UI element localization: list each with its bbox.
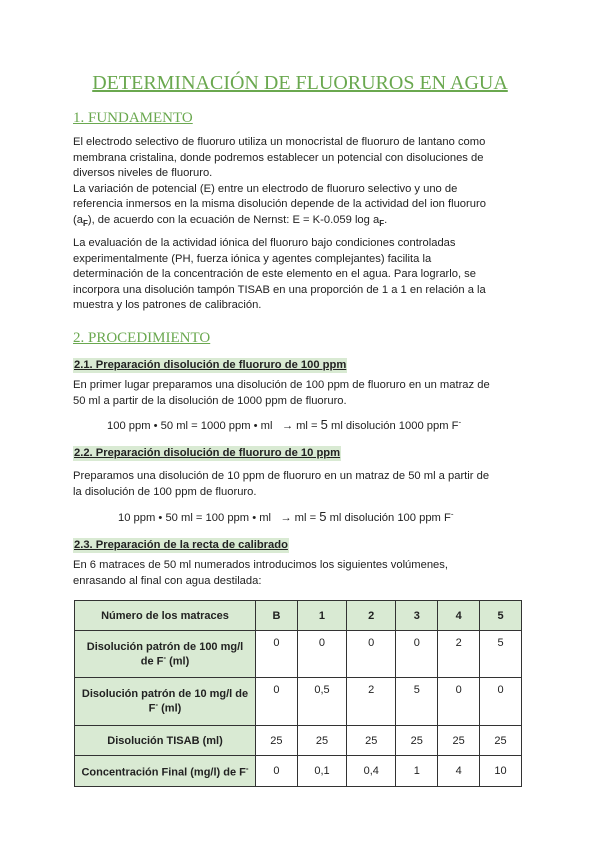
text-line: membrana cristalina, donde podremos establecer un potencial con disoluciones de: [73, 151, 484, 164]
text-line: la disolución de 100 ppm de fluoruro.: [73, 485, 257, 498]
table-row-label: Concentración Final (mg/l) de F-: [75, 756, 256, 787]
table-cell: 2: [347, 678, 396, 726]
table-header-cell: 4: [438, 601, 480, 631]
text-line: determinación de la concentración de este elemento en el agua. Para lograrlo, se: [73, 268, 477, 280]
table-cell: 25: [438, 726, 480, 756]
table-row: [75, 678, 522, 726]
table-cell: 25: [396, 726, 438, 756]
text-line: La variación de potencial (E) entre un electrodo de fluoruro selectivo y uno de: [73, 182, 458, 195]
table-cell: 10: [480, 756, 522, 787]
table-cell: 0: [396, 631, 438, 678]
table-header-cell: 3: [396, 601, 438, 631]
text-line: En primer lugar preparamos una disolución de 100 ppm de fluoruro en un matraz de: [73, 379, 490, 391]
table-row: [75, 756, 522, 787]
paragraph-2-2: [73, 469, 528, 500]
table-row: [75, 726, 522, 756]
subsection-heading-2-2: 2.2. Preparación disolución de fluoruro de 10 ppm: [74, 447, 341, 459]
formula-2-1: 100 ppm • 50 ml = 1000 ppm • ml → ml = 5 ml disolución 1000 ppm F-: [107, 417, 462, 432]
text-line: Preparamos una disolución de 10 ppm de fluoruro en un matraz de 50 ml a partir de: [73, 470, 490, 482]
table-cell: 0,5: [297, 678, 346, 726]
table-cell: 4: [438, 756, 480, 787]
text-line: referencia inmersos en la misma disolución depende de la actividad del ion fluoruro: [73, 198, 486, 210]
text-line: experimentalmente (PH, fuerza iónica y agentes complejantes) facilita la: [73, 252, 432, 265]
table-cell: 25: [256, 726, 298, 756]
table-cell: 0: [256, 756, 298, 787]
table-cell: 0: [256, 678, 298, 726]
subsection-heading-2-3: 2.3. Preparación de la recta de calibrado: [74, 539, 288, 551]
text-line: La evaluación de la actividad iónica del fluoruro bajo condiciones controladas: [73, 237, 456, 249]
paragraph-2-3: [73, 558, 528, 589]
text-line: diversos niveles de fluoruro.: [73, 167, 213, 179]
table-row-label: Disolución patrón de 100 mg/l de F- (ml): [75, 631, 256, 678]
table-row-label: Disolución patrón de 10 mg/l de F- (ml): [75, 678, 256, 726]
table-header-label: Número de los matraces: [75, 601, 256, 631]
table-cell: 5: [480, 631, 522, 678]
table-header-cell: 1: [297, 601, 346, 631]
text-line: 50 ml a partir de la disolución de 1000 ppm de fluoruro.: [73, 394, 347, 407]
table-cell: 25: [297, 726, 346, 756]
table-cell: 0,4: [347, 756, 396, 787]
table-header-cell: 2: [347, 601, 396, 631]
table-header-row: [75, 601, 522, 631]
table-header-cell: B: [256, 601, 298, 631]
text-line: enrasando al final con agua destilada:: [73, 574, 262, 587]
table-cell: 0: [347, 631, 396, 678]
paragraph-fundamento-1: [73, 135, 528, 231]
paragraph-fundamento-2: [73, 236, 528, 314]
paragraph-2-1: [73, 378, 528, 409]
table-cell: 1: [396, 756, 438, 787]
table-cell: 0: [480, 678, 522, 726]
table-cell: 0: [256, 631, 298, 678]
section-heading-fundamento: 1. FUNDAMENTO: [73, 110, 193, 126]
table-cell: 0: [297, 631, 346, 678]
subsection-heading-2-1: 2.1. Preparación disolución de fluoruro de 100 ppm: [74, 359, 347, 371]
calibration-table: [74, 600, 522, 787]
table-cell: 0: [438, 678, 480, 726]
text-line: muestra y los patrones de calibración.: [73, 299, 262, 311]
table-cell: 25: [480, 726, 522, 756]
document-title: DETERMINACIÓN DE FLUORUROS EN AGUA: [92, 72, 508, 94]
table-row-label: Disolución TISAB (ml): [75, 726, 256, 756]
text-line: En 6 matraces de 50 ml numerados introducimos los siguientes volúmenes,: [73, 559, 448, 571]
text-line: incorpora una disolución tampón TISAB en una proporción de 1 a 1 en relación a la: [73, 283, 486, 296]
table-cell: 5: [396, 678, 438, 726]
text-line: $(a_F)$, de acuerdo con la ecuación de Nernst: E = K-0.059 $\log a_F$.: [73, 213, 388, 228]
table-cell: 25: [347, 726, 396, 756]
text-line: El electrodo selectivo de fluoruro utiliza un monocristal de fluoruro de lantano como: [73, 136, 486, 148]
table-cell: 0,1: [297, 756, 346, 787]
table-cell: 2: [438, 631, 480, 678]
section-heading-procedimiento: 2. PROCEDIMIENTO: [73, 330, 211, 346]
table-header-cell: 5: [480, 601, 522, 631]
formula-2-2: 10 ppm • 50 ml = 100 ppm • ml → ml = 5 ml disolución 100 ppm F-: [118, 509, 454, 524]
table-row: [75, 631, 522, 678]
